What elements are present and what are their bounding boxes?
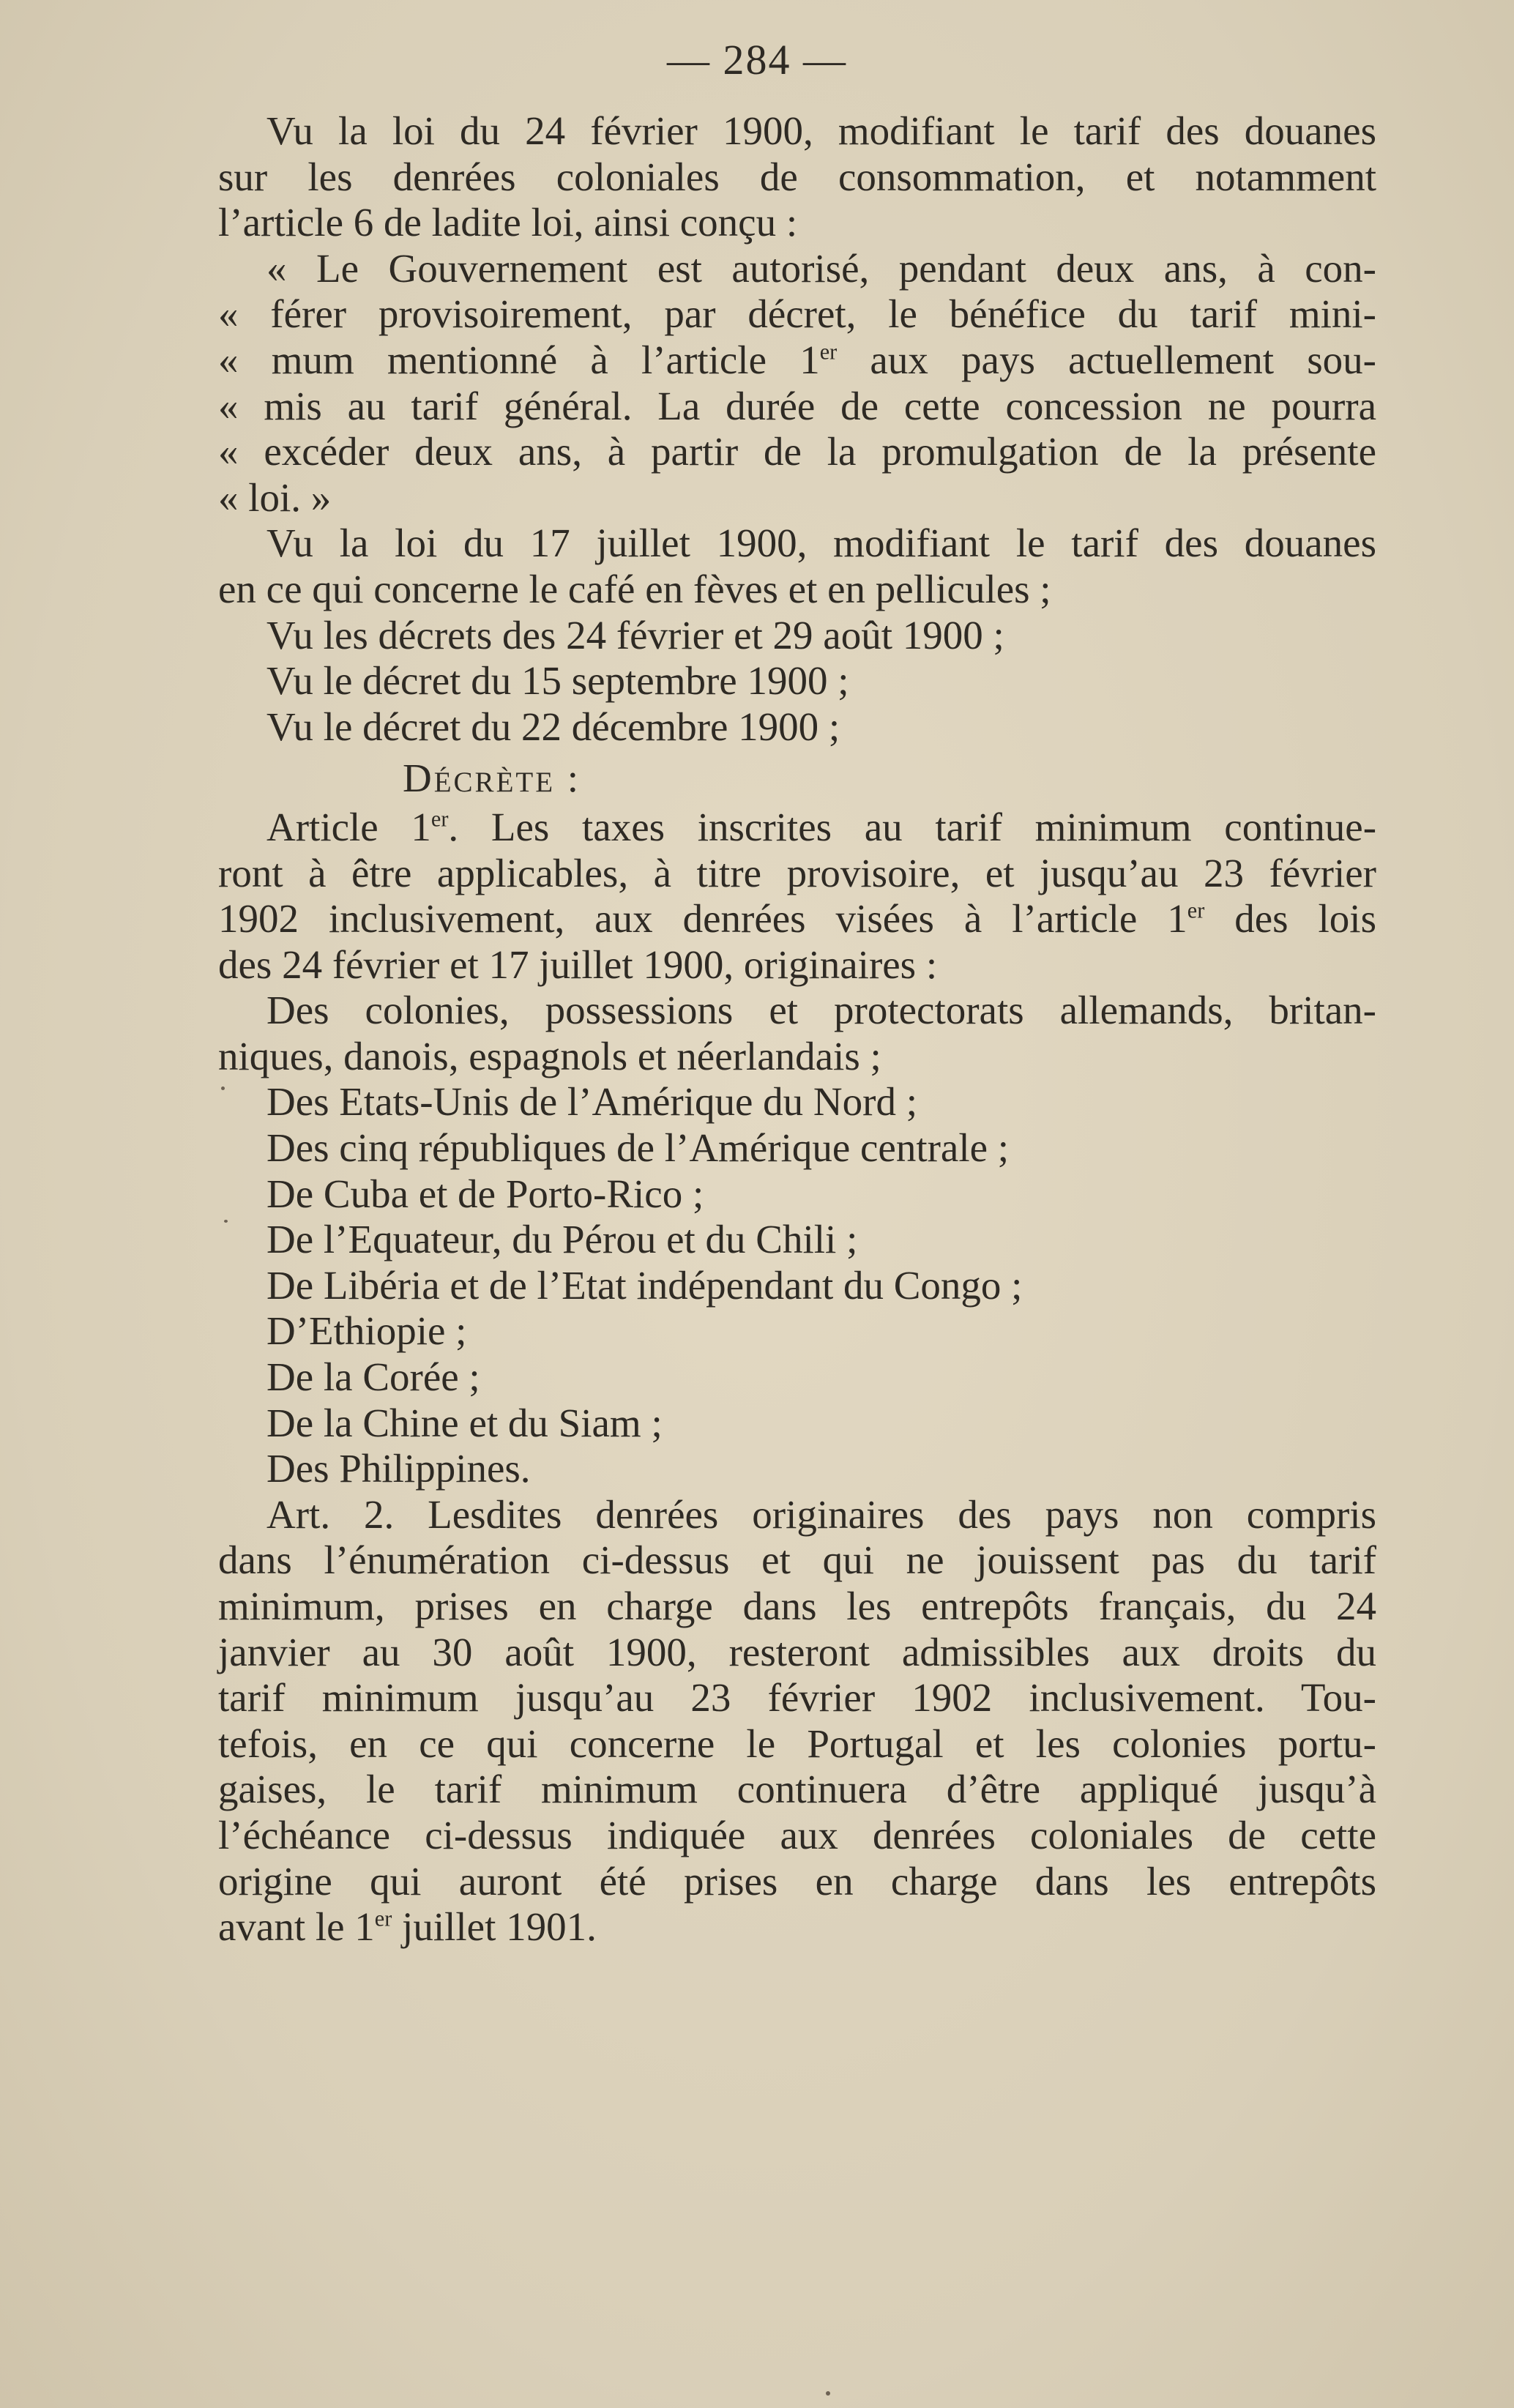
text-line: Vu la loi du 24 février 1900, modifiant le tarif des douanes — [266, 108, 1376, 153]
text-line: des 24 février et 17 juillet 1900, originaires : — [218, 942, 938, 987]
text-line: 1902 inclusivement, aux denrées visées à l’article 1er des lois — [218, 896, 1376, 942]
text-line: « mum mentionné à l’article 1er aux pays actuellement sou- — [218, 337, 1376, 382]
text-line: « loi. » — [218, 474, 332, 520]
text-line: origine qui auront été prises en charge dans les entrepôts — [218, 1858, 1376, 1904]
paper-speck — [224, 1220, 228, 1223]
text-line: De Libéria et de l’Etat indépendant du Congo ; — [266, 1262, 1023, 1308]
text-line: l’échéance ci-dessus indiquée aux denrées coloniales de cette — [218, 1812, 1376, 1857]
text-line: niques, danois, espagnols et néerlandais ; — [218, 1033, 881, 1078]
text-line: janvier au 30 août 1900, resteront admissibles aux droits du — [218, 1629, 1376, 1674]
text-line: Vu les décrets des 24 février et 29 août 1900 ; — [266, 612, 1004, 657]
text-line: « Le Gouvernement est autorisé, pendant deux ans, à con- — [266, 245, 1376, 291]
text-line: ront à être applicables, à titre provisoire, et jusqu’au 23 février — [218, 850, 1376, 895]
text-line: l’article 6 de ladite loi, ainsi conçu : — [218, 200, 798, 245]
text-line: De Cuba et de Porto-Rico ; — [266, 1171, 704, 1216]
paper-speck — [826, 2391, 830, 2396]
text-line: Article 1er. Les taxes inscrites au tarif minimum continue- — [266, 804, 1377, 849]
text-line: dans l’énumération ci-dessus et qui ne jouissent pas du tarif — [218, 1537, 1376, 1583]
text-line: avant le 1er juillet 1901. — [218, 1904, 597, 1950]
text-line: « mis au tarif général. La durée de cette concession ne pourra — [218, 383, 1376, 428]
text-line: D’Ethiopie ; — [266, 1308, 467, 1354]
text-line: De la Corée ; — [266, 1354, 480, 1400]
text-line: sur les denrées coloniales de consommation, et notamment — [218, 154, 1376, 199]
text-line: Vu le décret du 15 septembre 1900 ; — [266, 658, 849, 704]
text-line: « férer provisoirement, par décret, le bénéfice du tarif mini- — [218, 291, 1376, 337]
text-line: tefois, en ce qui concerne le Portugal et les colonies portu- — [218, 1721, 1376, 1766]
body-text — [218, 108, 1376, 1950]
text-line: De l’Equateur, du Pérou et du Chili ; — [266, 1217, 858, 1262]
text-line: Des Philippines. — [266, 1446, 531, 1491]
text-line: Vu le décret du 22 décembre 1900 ; — [266, 704, 840, 749]
page-number: — 284 — — [667, 36, 847, 83]
text-line: Des Etats-Unis de l’Amérique du Nord ; — [266, 1079, 917, 1125]
text-line: Vu la loi du 17 juillet 1900, modifiant le tarif des douanes — [266, 521, 1376, 566]
text-line: tarif minimum jusqu’au 23 février 1902 inclusivement. Tou- — [218, 1675, 1376, 1721]
text-line: Art. 2. Lesdites denrées originaires des pays non compris — [266, 1491, 1376, 1537]
text-line: minimum, prises en charge dans les entrepôts français, du 24 — [218, 1584, 1376, 1628]
text-line: gaises, le tarif minimum continuera d’être appliqué jusqu’à — [218, 1767, 1376, 1812]
paper-speck — [221, 1086, 225, 1090]
text-line: De la Chine et du Siam ; — [266, 1400, 663, 1445]
text-line: en ce qui concerne le café en fèves et en pellicules ; — [218, 566, 1051, 611]
text-line: Des cinq républiques de l’Amérique centrale ; — [266, 1125, 1010, 1171]
text-line: Des colonies, possessions et protectorats allemands, britan- — [266, 988, 1376, 1033]
section-heading: Décrète : — [403, 756, 581, 801]
text-line: « excéder deux ans, à partir de la promulgation de la présente — [218, 429, 1376, 474]
